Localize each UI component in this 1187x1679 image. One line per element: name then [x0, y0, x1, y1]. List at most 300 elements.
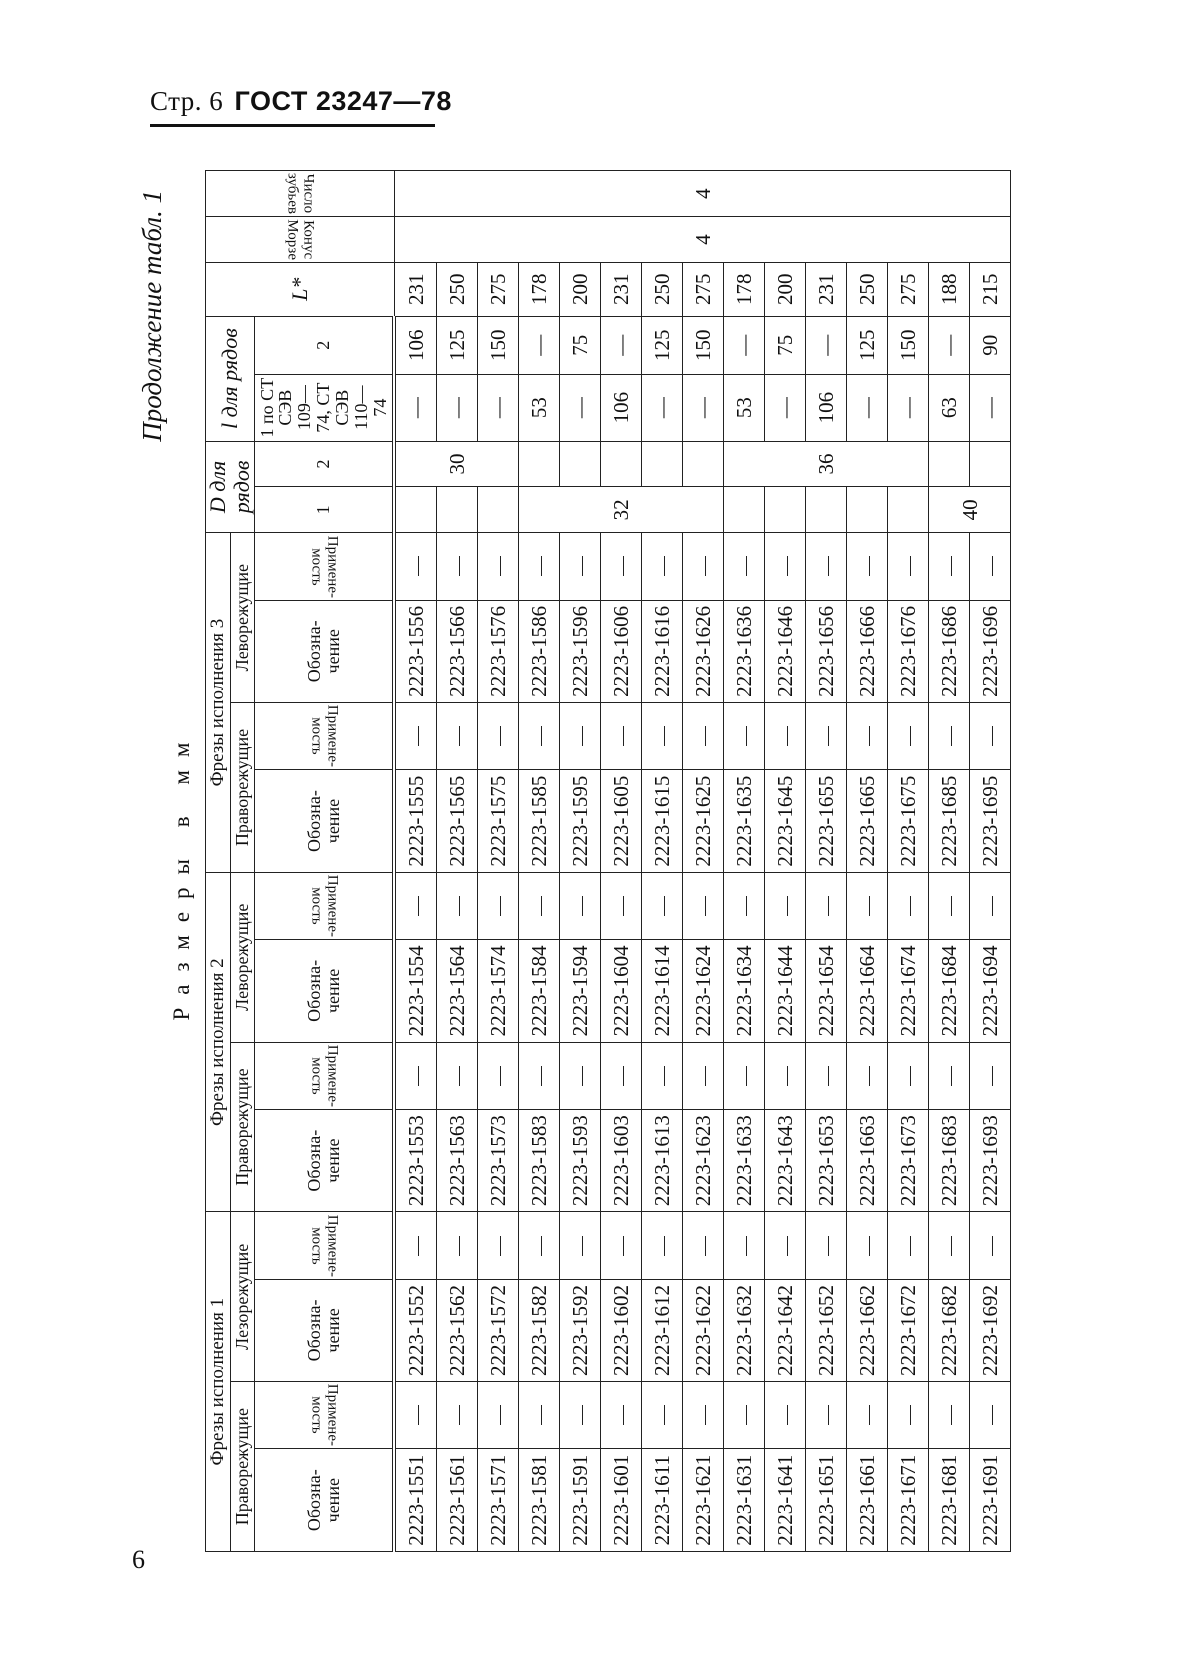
designation-cell: 2223-1605 — [601, 770, 642, 873]
header-L: L* — [206, 262, 395, 316]
dash-mark — [418, 1236, 419, 1256]
designation-cell: 2223-1634 — [724, 940, 765, 1043]
dash-mark — [992, 556, 993, 576]
designation-cell: 2223-1633 — [724, 1109, 765, 1212]
dash-mark — [951, 1066, 952, 1086]
application-cell — [683, 872, 724, 939]
designation-cell: 2223-1682 — [929, 1279, 970, 1382]
col-application: Примене-мость — [254, 703, 394, 770]
application-cell — [888, 1382, 929, 1449]
designation-cell: 2223-1565 — [437, 770, 478, 873]
col-d-row1: 1 — [254, 487, 394, 533]
designation-cell: 2223-1592 — [560, 1279, 601, 1382]
application-cell — [601, 1212, 642, 1279]
header-l: l для рядов — [206, 316, 255, 441]
dash-mark — [623, 726, 624, 746]
col-l-row1: 1 по СТ СЭВ 109—74, СТ СЭВ 110—74 — [254, 374, 394, 441]
application-cell — [847, 533, 888, 600]
dash-mark — [541, 1236, 542, 1256]
application-cell — [394, 533, 437, 600]
designation-cell: 2223-1635 — [724, 770, 765, 873]
l-row1-cell: 53 — [724, 374, 765, 441]
d-empty-cell — [806, 487, 847, 533]
designation-cell: 2223-1623 — [683, 1109, 724, 1212]
designation-cell: 2223-1686 — [929, 600, 970, 703]
d-value-cell: 32 — [519, 487, 724, 533]
designation-cell: 2223-1681 — [929, 1449, 970, 1552]
designation-cell: 2223-1612 — [642, 1279, 683, 1382]
dash-mark — [623, 1236, 624, 1256]
application-cell — [437, 1382, 478, 1449]
dash-mark — [746, 1236, 747, 1256]
dash-mark — [500, 896, 501, 916]
designation-cell: 2223-1554 — [394, 940, 437, 1043]
designation-cell: 2223-1676 — [888, 600, 929, 703]
application-cell — [806, 533, 847, 600]
designation-cell: 2223-1585 — [519, 770, 560, 873]
L-cell: 215 — [970, 262, 1011, 316]
application-cell — [888, 703, 929, 770]
dash-mark — [664, 1236, 665, 1256]
designation-cell: 2223-1563 — [437, 1109, 478, 1212]
table-row — [642, 171, 683, 1552]
l-row1-cell: — — [765, 374, 806, 441]
d-empty-cell — [519, 441, 560, 487]
dash-mark — [992, 726, 993, 746]
d-empty-cell — [724, 487, 765, 533]
dash-mark — [459, 556, 460, 576]
units-caption: Размеры в мм — [169, 729, 194, 1021]
application-cell — [847, 1382, 888, 1449]
dash-mark — [459, 1236, 460, 1256]
table-row — [601, 171, 642, 1552]
application-cell — [765, 1382, 806, 1449]
dash-mark — [541, 726, 542, 746]
dash-mark — [623, 1405, 624, 1425]
table-row — [888, 171, 929, 1552]
dash-mark — [910, 556, 911, 576]
dash-mark — [705, 556, 706, 576]
designation-cell: 2223-1574 — [478, 940, 519, 1043]
designation-cell: 2223-1573 — [478, 1109, 519, 1212]
L-cell: 188 — [929, 262, 970, 316]
table-row — [970, 171, 1011, 1552]
dash-mark — [664, 556, 665, 576]
l-row2-cell: 90 — [970, 316, 1011, 374]
application-cell — [437, 1042, 478, 1109]
application-cell — [765, 1042, 806, 1109]
designation-cell: 2223-1625 — [683, 770, 724, 873]
dash-mark — [828, 1236, 829, 1256]
dash-mark — [746, 896, 747, 916]
dash-mark — [787, 1405, 788, 1425]
dash-mark — [828, 1405, 829, 1425]
dash-mark — [992, 1405, 993, 1425]
l-row2-cell: — — [519, 316, 560, 374]
dash-mark — [705, 726, 706, 746]
application-cell — [806, 872, 847, 939]
dash-mark — [951, 1236, 952, 1256]
dash-mark — [459, 726, 460, 746]
dash-mark — [787, 896, 788, 916]
application-cell — [683, 1042, 724, 1109]
dash-mark — [869, 556, 870, 576]
dash-mark — [705, 1066, 706, 1086]
l-row2-cell: — — [601, 316, 642, 374]
designation-cell: 2223-1653 — [806, 1109, 847, 1212]
designation-cell: 2223-1661 — [847, 1449, 888, 1552]
dash-mark — [500, 726, 501, 746]
dash-mark — [992, 896, 993, 916]
dash-mark — [500, 556, 501, 576]
l-row1-cell: — — [847, 374, 888, 441]
dash-mark — [869, 726, 870, 746]
designation-cell: 2223-1571 — [478, 1449, 519, 1552]
col-application: Примене-мость — [254, 1382, 394, 1449]
dash-mark — [459, 1405, 460, 1425]
designation-cell: 2223-1654 — [806, 940, 847, 1043]
application-cell — [724, 703, 765, 770]
dash-mark — [828, 556, 829, 576]
dash-mark — [787, 1236, 788, 1256]
dash-mark — [500, 1405, 501, 1425]
l-row2-cell: — — [929, 316, 970, 374]
standard-number: ГОСТ 23247—78 — [234, 86, 452, 116]
dash-mark — [869, 1236, 870, 1256]
application-cell — [394, 1042, 437, 1109]
application-cell — [888, 872, 929, 939]
application-cell — [929, 872, 970, 939]
L-cell: 250 — [847, 262, 888, 316]
dash-mark — [828, 896, 829, 916]
application-cell — [519, 533, 560, 600]
dash-mark — [910, 726, 911, 746]
d-empty-cell — [970, 441, 1011, 487]
designation-cell: 2223-1664 — [847, 940, 888, 1043]
d-empty-cell — [478, 487, 519, 533]
designation-cell: 2223-1655 — [806, 770, 847, 873]
l-row1-cell: — — [888, 374, 929, 441]
designation-cell: 2223-1566 — [437, 600, 478, 703]
dash-mark — [910, 1236, 911, 1256]
dash-mark — [541, 1066, 542, 1086]
application-cell — [888, 533, 929, 600]
designation-cell: 2223-1552 — [394, 1279, 437, 1382]
designation-cell: 2223-1636 — [724, 600, 765, 703]
application-cell — [970, 1212, 1011, 1279]
application-cell — [601, 1382, 642, 1449]
l-row1-cell: 106 — [806, 374, 847, 441]
d-empty-cell — [683, 441, 724, 487]
dash-mark — [910, 896, 911, 916]
application-cell — [724, 533, 765, 600]
designation-cell: 2223-1601 — [601, 1449, 642, 1552]
designation-cell: 2223-1644 — [765, 940, 806, 1043]
application-cell — [970, 872, 1011, 939]
l-row1-cell: — — [478, 374, 519, 441]
L-cell: 231 — [601, 262, 642, 316]
designation-cell: 2223-1671 — [888, 1449, 929, 1552]
designation-cell: 2223-1575 — [478, 770, 519, 873]
header-morse: Конус Морзе — [206, 217, 395, 263]
l-row2-cell: 125 — [437, 316, 478, 374]
dash-mark — [418, 896, 419, 916]
application-cell — [437, 1212, 478, 1279]
application-cell — [847, 872, 888, 939]
table-row — [394, 171, 437, 1552]
dash-mark — [500, 1066, 501, 1086]
designation-cell: 2223-1693 — [970, 1109, 1011, 1212]
l-row1-cell: — — [394, 374, 437, 441]
application-cell — [806, 1212, 847, 1279]
application-cell — [929, 703, 970, 770]
designation-cell: 2223-1564 — [437, 940, 478, 1043]
table-row — [437, 171, 478, 1552]
table-row — [929, 171, 970, 1552]
dash-mark — [459, 896, 460, 916]
L-cell: 275 — [478, 262, 519, 316]
d-empty-cell — [929, 441, 970, 487]
teeth-value-cell: 4 — [394, 171, 1011, 217]
application-cell — [519, 703, 560, 770]
L-cell: 231 — [806, 262, 847, 316]
l-row2-cell: 125 — [847, 316, 888, 374]
table-row — [560, 171, 601, 1552]
col-application: Примене-мость — [254, 872, 394, 939]
application-cell — [519, 1212, 560, 1279]
dash-mark — [541, 896, 542, 916]
application-cell — [642, 1042, 683, 1109]
designation-cell: 2223-1691 — [970, 1449, 1011, 1552]
header-teeth: Число зубьев — [206, 171, 395, 217]
header-v3-left: Леворежущие — [231, 533, 255, 703]
l-row1-cell: 106 — [601, 374, 642, 441]
application-cell — [929, 1382, 970, 1449]
col-designation: Обозна-чение — [254, 600, 394, 703]
dash-mark — [664, 1405, 665, 1425]
dash-mark — [951, 556, 952, 576]
dash-mark — [500, 1236, 501, 1256]
application-cell — [642, 1382, 683, 1449]
designation-cell: 2223-1632 — [724, 1279, 765, 1382]
application-cell — [478, 872, 519, 939]
designation-cell: 2223-1683 — [929, 1109, 970, 1212]
designation-cell: 2223-1642 — [765, 1279, 806, 1382]
dash-mark — [664, 1066, 665, 1086]
application-cell — [765, 872, 806, 939]
application-cell — [519, 1042, 560, 1109]
application-cell — [437, 533, 478, 600]
application-cell — [929, 533, 970, 600]
l-row2-cell: 150 — [683, 316, 724, 374]
designation-cell: 2223-1615 — [642, 770, 683, 873]
cutters-table — [205, 170, 1011, 1552]
application-cell — [724, 1212, 765, 1279]
application-cell — [560, 1042, 601, 1109]
l-row2-cell: 106 — [394, 316, 437, 374]
application-cell — [724, 872, 765, 939]
designation-cell: 2223-1602 — [601, 1279, 642, 1382]
application-cell — [394, 1212, 437, 1279]
dash-mark — [705, 1405, 706, 1425]
d-value-cell: 30 — [394, 441, 519, 487]
dash-mark — [582, 726, 583, 746]
dash-mark — [992, 1066, 993, 1086]
d-empty-cell — [601, 441, 642, 487]
dash-mark — [418, 1405, 419, 1425]
table-continuation-title: Продолжение табл. 1 — [137, 190, 167, 442]
dash-mark — [705, 1236, 706, 1256]
L-cell: 200 — [560, 262, 601, 316]
header-v3-right: Праворежущие — [231, 703, 255, 873]
col-designation: Обозна-чение — [254, 770, 394, 873]
application-cell — [724, 1042, 765, 1109]
application-cell — [437, 872, 478, 939]
designation-cell: 2223-1652 — [806, 1279, 847, 1382]
designation-cell: 2223-1556 — [394, 600, 437, 703]
application-cell — [642, 703, 683, 770]
dash-mark — [951, 726, 952, 746]
header-version-2: Фрезы исполнения 2 — [206, 872, 231, 1212]
application-cell — [601, 1042, 642, 1109]
application-cell — [394, 872, 437, 939]
page-label: Стр. 6 — [150, 86, 224, 116]
application-cell — [642, 872, 683, 939]
designation-cell: 2223-1572 — [478, 1279, 519, 1382]
dash-mark — [828, 1066, 829, 1086]
header-d: D для рядов — [206, 441, 255, 533]
application-cell — [765, 1212, 806, 1279]
header-version-1: Фрезы исполнения 1 — [206, 1212, 231, 1552]
application-cell — [929, 1212, 970, 1279]
dash-mark — [418, 726, 419, 746]
l-row2-cell: 125 — [642, 316, 683, 374]
application-cell — [478, 1042, 519, 1109]
application-cell — [394, 1382, 437, 1449]
L-cell: 250 — [642, 262, 683, 316]
designation-cell: 2223-1624 — [683, 940, 724, 1043]
application-cell — [394, 703, 437, 770]
designation-cell: 2223-1604 — [601, 940, 642, 1043]
designation-cell: 2223-1551 — [394, 1449, 437, 1552]
d-empty-cell — [437, 487, 478, 533]
dash-mark — [541, 556, 542, 576]
l-row1-cell: 63 — [929, 374, 970, 441]
designation-cell: 2223-1694 — [970, 940, 1011, 1043]
dash-mark — [582, 1405, 583, 1425]
designation-cell: 2223-1673 — [888, 1109, 929, 1212]
designation-cell: 2223-1665 — [847, 770, 888, 873]
application-cell — [601, 533, 642, 600]
designation-cell: 2223-1626 — [683, 600, 724, 703]
application-cell — [970, 1382, 1011, 1449]
designation-cell: 2223-1656 — [806, 600, 847, 703]
header-version-3: Фрезы исполнения 3 — [206, 533, 231, 873]
morse-value-cell: 4 — [394, 217, 1011, 263]
header-v2-right: Праворежущие — [231, 1042, 255, 1212]
L-cell: 275 — [888, 262, 929, 316]
table-body — [394, 171, 1011, 1552]
application-cell — [970, 703, 1011, 770]
application-cell — [765, 703, 806, 770]
l-row2-cell: 75 — [560, 316, 601, 374]
table-row — [683, 171, 724, 1552]
d-empty-cell — [888, 487, 929, 533]
application-cell — [560, 1212, 601, 1279]
designation-cell: 2223-1562 — [437, 1279, 478, 1382]
dash-mark — [869, 896, 870, 916]
designation-cell: 2223-1674 — [888, 940, 929, 1043]
l-row2-cell: 150 — [478, 316, 519, 374]
application-cell — [765, 533, 806, 600]
col-application: Примене-мость — [254, 533, 394, 600]
application-cell — [478, 703, 519, 770]
table-row — [765, 171, 806, 1552]
rotated-table-block — [137, 170, 1087, 1580]
col-designation: Обозна-чение — [254, 940, 394, 1043]
designation-cell: 2223-1584 — [519, 940, 560, 1043]
table-row — [519, 171, 560, 1552]
l-row1-cell: 53 — [519, 374, 560, 441]
L-cell: 250 — [437, 262, 478, 316]
designation-cell: 2223-1621 — [683, 1449, 724, 1552]
header-rule — [150, 124, 435, 127]
l-row1-cell: — — [970, 374, 1011, 441]
designation-cell: 2223-1586 — [519, 600, 560, 703]
designation-cell: 2223-1651 — [806, 1449, 847, 1552]
header-v2-left: Леворежущие — [231, 872, 255, 1042]
dash-mark — [910, 1405, 911, 1425]
designation-cell: 2223-1645 — [765, 770, 806, 873]
table-row — [724, 171, 765, 1552]
dash-mark — [746, 1066, 747, 1086]
designation-cell: 2223-1675 — [888, 770, 929, 873]
application-cell — [970, 533, 1011, 600]
designation-cell: 2223-1613 — [642, 1109, 683, 1212]
designation-cell: 2223-1555 — [394, 770, 437, 873]
dash-mark — [705, 896, 706, 916]
designation-cell: 2223-1622 — [683, 1279, 724, 1382]
application-cell — [478, 1212, 519, 1279]
application-cell — [847, 1212, 888, 1279]
application-cell — [560, 1382, 601, 1449]
designation-cell: 2223-1596 — [560, 600, 601, 703]
designation-cell: 2223-1696 — [970, 600, 1011, 703]
L-cell: 275 — [683, 262, 724, 316]
d-empty-cell — [847, 487, 888, 533]
application-cell — [806, 1042, 847, 1109]
application-cell — [642, 1212, 683, 1279]
col-designation: Обозна-чение — [254, 1279, 394, 1382]
d-value-cell: 36 — [724, 441, 929, 487]
application-cell — [560, 533, 601, 600]
dash-mark — [951, 896, 952, 916]
l-row2-cell: 150 — [888, 316, 929, 374]
designation-cell: 2223-1561 — [437, 1449, 478, 1552]
application-cell — [888, 1212, 929, 1279]
designation-cell: 2223-1692 — [970, 1279, 1011, 1382]
page-header — [150, 86, 452, 117]
designation-cell: 2223-1641 — [765, 1449, 806, 1552]
d-empty-cell — [394, 487, 437, 533]
table-row — [478, 171, 519, 1552]
l-row2-cell: — — [724, 316, 765, 374]
application-cell — [847, 1042, 888, 1109]
d-empty-cell — [765, 487, 806, 533]
d-empty-cell — [560, 441, 601, 487]
application-cell — [683, 1382, 724, 1449]
designation-cell: 2223-1595 — [560, 770, 601, 873]
